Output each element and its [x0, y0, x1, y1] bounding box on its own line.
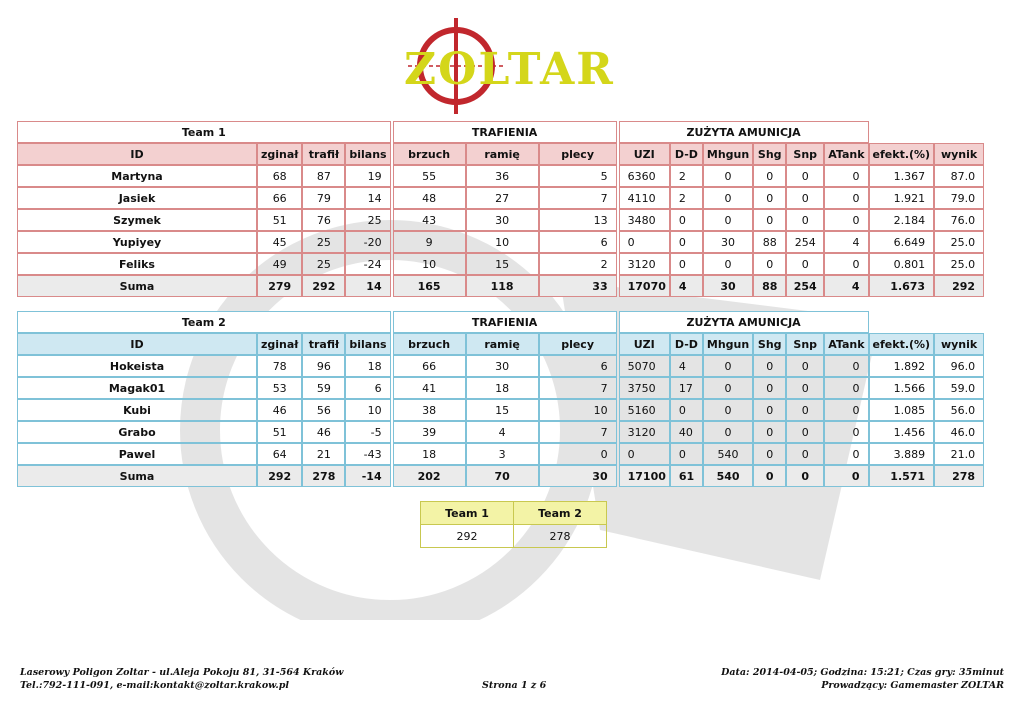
stat-cell: 9 — [393, 231, 466, 253]
stat-cell: 165 — [393, 275, 466, 297]
stat-cell: 3480 — [619, 209, 670, 231]
stat-cell: 61 — [670, 465, 703, 487]
stat-cell: 1.921 — [869, 187, 935, 209]
stat-cell: 3750 — [619, 377, 670, 399]
stat-cell: 5 — [539, 165, 617, 187]
stat-cell: 0 — [670, 443, 703, 465]
stat-cell: 1.673 — [869, 275, 935, 297]
stat-cell: 18 — [466, 377, 539, 399]
stat-cell: 0 — [824, 187, 868, 209]
table-row — [17, 443, 984, 465]
col-ramie: ramię — [466, 143, 539, 165]
stat-cell: -24 — [345, 253, 390, 275]
stat-cell: 1.571 — [869, 465, 935, 487]
stat-cell: 1.367 — [869, 165, 935, 187]
stat-cell: 56.0 — [934, 399, 984, 421]
col-dd: D-D — [670, 333, 703, 355]
stat-cell: 10 — [466, 231, 539, 253]
col-id: ID — [17, 333, 257, 355]
stat-cell: 0 — [753, 165, 786, 187]
stat-cell: 0 — [824, 465, 868, 487]
stat-cell: 25.0 — [934, 253, 984, 275]
stat-cell: 3 — [466, 443, 539, 465]
col-mhgun: Mhgun — [703, 333, 753, 355]
stat-cell: 0 — [753, 209, 786, 231]
stat-cell: 96 — [302, 355, 345, 377]
stat-cell: 25 — [345, 209, 390, 231]
col-trafil: trafił — [302, 333, 345, 355]
team-name: Team 1 — [17, 121, 391, 143]
stat-cell: 70 — [466, 465, 539, 487]
stat-cell: 78 — [257, 355, 302, 377]
stat-cell: 0 — [753, 355, 786, 377]
col-brzuch: brzuch — [393, 333, 466, 355]
stat-cell: 0 — [824, 377, 868, 399]
stat-cell: 88 — [753, 231, 786, 253]
player-name: Grabo — [17, 421, 257, 443]
group-ammo: ZUŻYTA AMUNICJA — [619, 121, 869, 143]
col-wynik: wynik — [934, 333, 984, 355]
footer-address: Laserowy Poligon Zoltar - ul.Aleja Pokoju 81, 31-564 Kraków — [20, 667, 344, 678]
stat-cell: 48 — [393, 187, 466, 209]
col-id: ID — [17, 143, 257, 165]
totals-value: 278 — [514, 525, 607, 548]
stat-cell: 0 — [753, 421, 786, 443]
stat-cell: 0 — [670, 253, 703, 275]
stat-cell: 88 — [753, 275, 786, 297]
stat-cell: 15 — [466, 399, 539, 421]
stat-cell: 0 — [786, 209, 824, 231]
stat-cell: 5070 — [619, 355, 670, 377]
stat-cell: 33 — [539, 275, 617, 297]
stat-cell: 49 — [257, 253, 302, 275]
sum-row — [17, 465, 984, 487]
col-snp: Snp — [786, 143, 824, 165]
stat-cell: 2 — [670, 187, 703, 209]
stat-cell: 292 — [257, 465, 302, 487]
stat-cell: 0 — [703, 209, 753, 231]
stat-cell: 17 — [670, 377, 703, 399]
stat-cell: -5 — [345, 421, 390, 443]
stat-cell: 0 — [670, 209, 703, 231]
footer-host: Prowadzący: Gamemaster ZOLTAR — [821, 680, 1004, 691]
stat-cell: 0 — [786, 165, 824, 187]
player-name: Feliks — [17, 253, 257, 275]
col-efekt: efekt.(%) — [869, 333, 935, 355]
stat-cell: 46 — [257, 399, 302, 421]
stat-cell: 43 — [393, 209, 466, 231]
stat-cell: 202 — [393, 465, 466, 487]
stat-cell: 254 — [786, 275, 824, 297]
col-bilans: bilans — [345, 333, 390, 355]
stat-cell: 0 — [703, 253, 753, 275]
stat-cell: 278 — [934, 465, 984, 487]
stat-cell: 76 — [302, 209, 345, 231]
stat-cell: 6 — [539, 231, 617, 253]
col-plecy: plecy — [539, 143, 617, 165]
stat-cell: 21 — [302, 443, 345, 465]
stat-cell: 0 — [786, 443, 824, 465]
stat-cell: 25 — [302, 253, 345, 275]
stat-cell: 118 — [466, 275, 539, 297]
stat-cell: 0 — [824, 209, 868, 231]
stat-cell: 6360 — [619, 165, 670, 187]
col-uzi: UZI — [619, 143, 670, 165]
stat-cell: 0 — [786, 253, 824, 275]
stat-cell: 10 — [345, 399, 390, 421]
stat-cell: 2 — [539, 253, 617, 275]
stat-cell: 0 — [824, 165, 868, 187]
stat-cell: 0 — [753, 399, 786, 421]
stat-cell: 0.801 — [869, 253, 935, 275]
stat-cell: 15 — [466, 253, 539, 275]
group-trafienia: TRAFIENIA — [393, 311, 617, 333]
stat-cell: 0 — [753, 187, 786, 209]
group-trafienia: TRAFIENIA — [393, 121, 617, 143]
totals-label: Team 1 — [421, 502, 514, 525]
stat-cell: 0 — [703, 187, 753, 209]
stat-cell: 540 — [703, 443, 753, 465]
stat-cell: 4 — [824, 231, 868, 253]
col-snp: Snp — [786, 333, 824, 355]
stat-cell: 0 — [824, 355, 868, 377]
col-plecy: plecy — [539, 333, 617, 355]
stat-cell: 36 — [466, 165, 539, 187]
team1-table — [17, 121, 984, 297]
col-mhgun: Mhgun — [703, 143, 753, 165]
stat-cell: 41 — [393, 377, 466, 399]
table-row — [17, 421, 984, 443]
stat-cell: 53 — [257, 377, 302, 399]
stat-cell: -20 — [345, 231, 390, 253]
stat-cell: 87 — [302, 165, 345, 187]
stat-cell: 1.456 — [869, 421, 935, 443]
stat-cell: 68 — [257, 165, 302, 187]
stat-cell: 76.0 — [934, 209, 984, 231]
col-efekt: efekt.(%) — [869, 143, 935, 165]
stat-cell: 0 — [824, 443, 868, 465]
stat-cell: 18 — [345, 355, 390, 377]
col-shg: Shg — [753, 333, 786, 355]
stat-cell: 19 — [345, 165, 390, 187]
stat-cell: 7 — [539, 377, 617, 399]
stat-cell: 0 — [786, 421, 824, 443]
stat-cell: 18 — [393, 443, 466, 465]
stat-cell: 56 — [302, 399, 345, 421]
player-name: Suma — [17, 465, 257, 487]
table-row — [17, 187, 984, 209]
stat-cell: 0 — [786, 377, 824, 399]
stat-cell: 6 — [539, 355, 617, 377]
stat-cell: 278 — [302, 465, 345, 487]
group-ammo: ZUŻYTA AMUNICJA — [619, 311, 869, 333]
zoltar-logo — [400, 14, 620, 114]
stat-cell: 0 — [824, 421, 868, 443]
col-zginal: zginał — [257, 143, 302, 165]
table-row — [17, 377, 984, 399]
stat-cell: 79.0 — [934, 187, 984, 209]
col-uzi: UZI — [619, 333, 670, 355]
stat-cell: 30 — [703, 275, 753, 297]
stat-cell: 14 — [345, 187, 390, 209]
totals-label: Team 2 — [514, 502, 607, 525]
stat-cell: 66 — [393, 355, 466, 377]
team2-table — [17, 311, 984, 487]
stat-cell: 55 — [393, 165, 466, 187]
totals-value: 292 — [421, 525, 514, 548]
stat-cell: 96.0 — [934, 355, 984, 377]
stat-cell: 7 — [539, 187, 617, 209]
stat-cell: 254 — [786, 231, 824, 253]
stat-cell: 6.649 — [869, 231, 935, 253]
col-dd: D-D — [670, 143, 703, 165]
player-name: Hokeista — [17, 355, 257, 377]
table-row — [17, 399, 984, 421]
team-name: Team 2 — [17, 311, 391, 333]
stat-cell: 4 — [670, 355, 703, 377]
stat-cell: 17100 — [619, 465, 670, 487]
totals-table — [420, 501, 607, 548]
player-name: Suma — [17, 275, 257, 297]
stat-cell: 30 — [703, 231, 753, 253]
table-row — [17, 165, 984, 187]
stat-cell: 87.0 — [934, 165, 984, 187]
col-atank: ATank — [824, 143, 868, 165]
col-shg: Shg — [753, 143, 786, 165]
stat-cell: 0 — [670, 399, 703, 421]
stat-cell: 0 — [786, 465, 824, 487]
stat-cell: 292 — [302, 275, 345, 297]
stat-cell: 59 — [302, 377, 345, 399]
col-brzuch: brzuch — [393, 143, 466, 165]
stat-cell: 30 — [466, 355, 539, 377]
player-name: Magak01 — [17, 377, 257, 399]
stat-cell: 2 — [670, 165, 703, 187]
stat-cell: 45 — [257, 231, 302, 253]
stat-cell: -14 — [345, 465, 390, 487]
stat-cell: 0 — [824, 253, 868, 275]
col-zginal: zginał — [257, 333, 302, 355]
stat-cell: 1.085 — [869, 399, 935, 421]
stat-cell: 79 — [302, 187, 345, 209]
stat-cell: 1.566 — [869, 377, 935, 399]
player-name: Szymek — [17, 209, 257, 231]
stat-cell: 0 — [753, 465, 786, 487]
stat-cell: 13 — [539, 209, 617, 231]
stat-cell: 0 — [539, 443, 617, 465]
stat-cell: 14 — [345, 275, 390, 297]
stat-cell: 0 — [670, 231, 703, 253]
stat-cell: 64 — [257, 443, 302, 465]
col-wynik: wynik — [934, 143, 984, 165]
stat-cell: 292 — [934, 275, 984, 297]
footer-date: Data: 2014-04-05; Godzina: 15:21; Czas gry: 35minut — [721, 667, 1004, 678]
stat-cell: 3120 — [619, 421, 670, 443]
stat-cell: 0 — [824, 399, 868, 421]
stat-cell: 6 — [345, 377, 390, 399]
col-ramie: ramię — [466, 333, 539, 355]
stat-cell: 4 — [670, 275, 703, 297]
table-row — [17, 209, 984, 231]
stat-cell: 25.0 — [934, 231, 984, 253]
footer-contact: Tel.:792-111-091, e-mail:kontakt@zoltar.krakow.pl — [20, 680, 289, 691]
stat-cell: 51 — [257, 209, 302, 231]
stat-cell: 10 — [539, 399, 617, 421]
stat-cell: 4110 — [619, 187, 670, 209]
stat-cell: 51 — [257, 421, 302, 443]
stat-cell: 2.184 — [869, 209, 935, 231]
player-name: Pawel — [17, 443, 257, 465]
stat-cell: 30 — [539, 465, 617, 487]
stat-cell: 38 — [393, 399, 466, 421]
stat-cell: 0 — [703, 165, 753, 187]
stat-cell: 0 — [786, 399, 824, 421]
stat-cell: 17070 — [619, 275, 670, 297]
stat-cell: 30 — [466, 209, 539, 231]
stat-cell: 46.0 — [934, 421, 984, 443]
player-name: Kubi — [17, 399, 257, 421]
stat-cell: 21.0 — [934, 443, 984, 465]
stat-cell: 0 — [753, 443, 786, 465]
table-row — [17, 355, 984, 377]
stat-cell: 39 — [393, 421, 466, 443]
stat-cell: 0 — [703, 355, 753, 377]
stat-cell: 27 — [466, 187, 539, 209]
player-name: Yupiyey — [17, 231, 257, 253]
stat-cell: 3.889 — [869, 443, 935, 465]
stat-cell: 7 — [539, 421, 617, 443]
player-name: Jasiek — [17, 187, 257, 209]
stat-cell: 0 — [753, 377, 786, 399]
stat-cell: 0 — [786, 355, 824, 377]
stat-cell: 0 — [619, 231, 670, 253]
col-bilans: bilans — [345, 143, 390, 165]
sum-row — [17, 275, 984, 297]
stat-cell: 40 — [670, 421, 703, 443]
stat-cell: 3120 — [619, 253, 670, 275]
col-trafil: trafił — [302, 143, 345, 165]
table-row — [17, 231, 984, 253]
stat-cell: 66 — [257, 187, 302, 209]
stat-cell: 540 — [703, 465, 753, 487]
stat-cell: 59.0 — [934, 377, 984, 399]
stat-cell: 25 — [302, 231, 345, 253]
player-name: Martyna — [17, 165, 257, 187]
stat-cell: 4 — [824, 275, 868, 297]
stat-cell: 1.892 — [869, 355, 935, 377]
svg-text:ZOLTAR: ZOLTAR — [404, 44, 615, 95]
col-atank: ATank — [824, 333, 868, 355]
stat-cell: 0 — [703, 421, 753, 443]
stat-cell: 0 — [786, 187, 824, 209]
footer-page: Strona 1 z 6 — [482, 680, 547, 691]
stat-cell: 0 — [703, 399, 753, 421]
table-row — [17, 253, 984, 275]
stat-cell: 4 — [466, 421, 539, 443]
stat-cell: -43 — [345, 443, 390, 465]
stat-cell: 46 — [302, 421, 345, 443]
stat-cell: 0 — [753, 253, 786, 275]
stat-cell: 279 — [257, 275, 302, 297]
stat-cell: 5160 — [619, 399, 670, 421]
stat-cell: 0 — [619, 443, 670, 465]
stat-cell: 10 — [393, 253, 466, 275]
stat-cell: 0 — [703, 377, 753, 399]
